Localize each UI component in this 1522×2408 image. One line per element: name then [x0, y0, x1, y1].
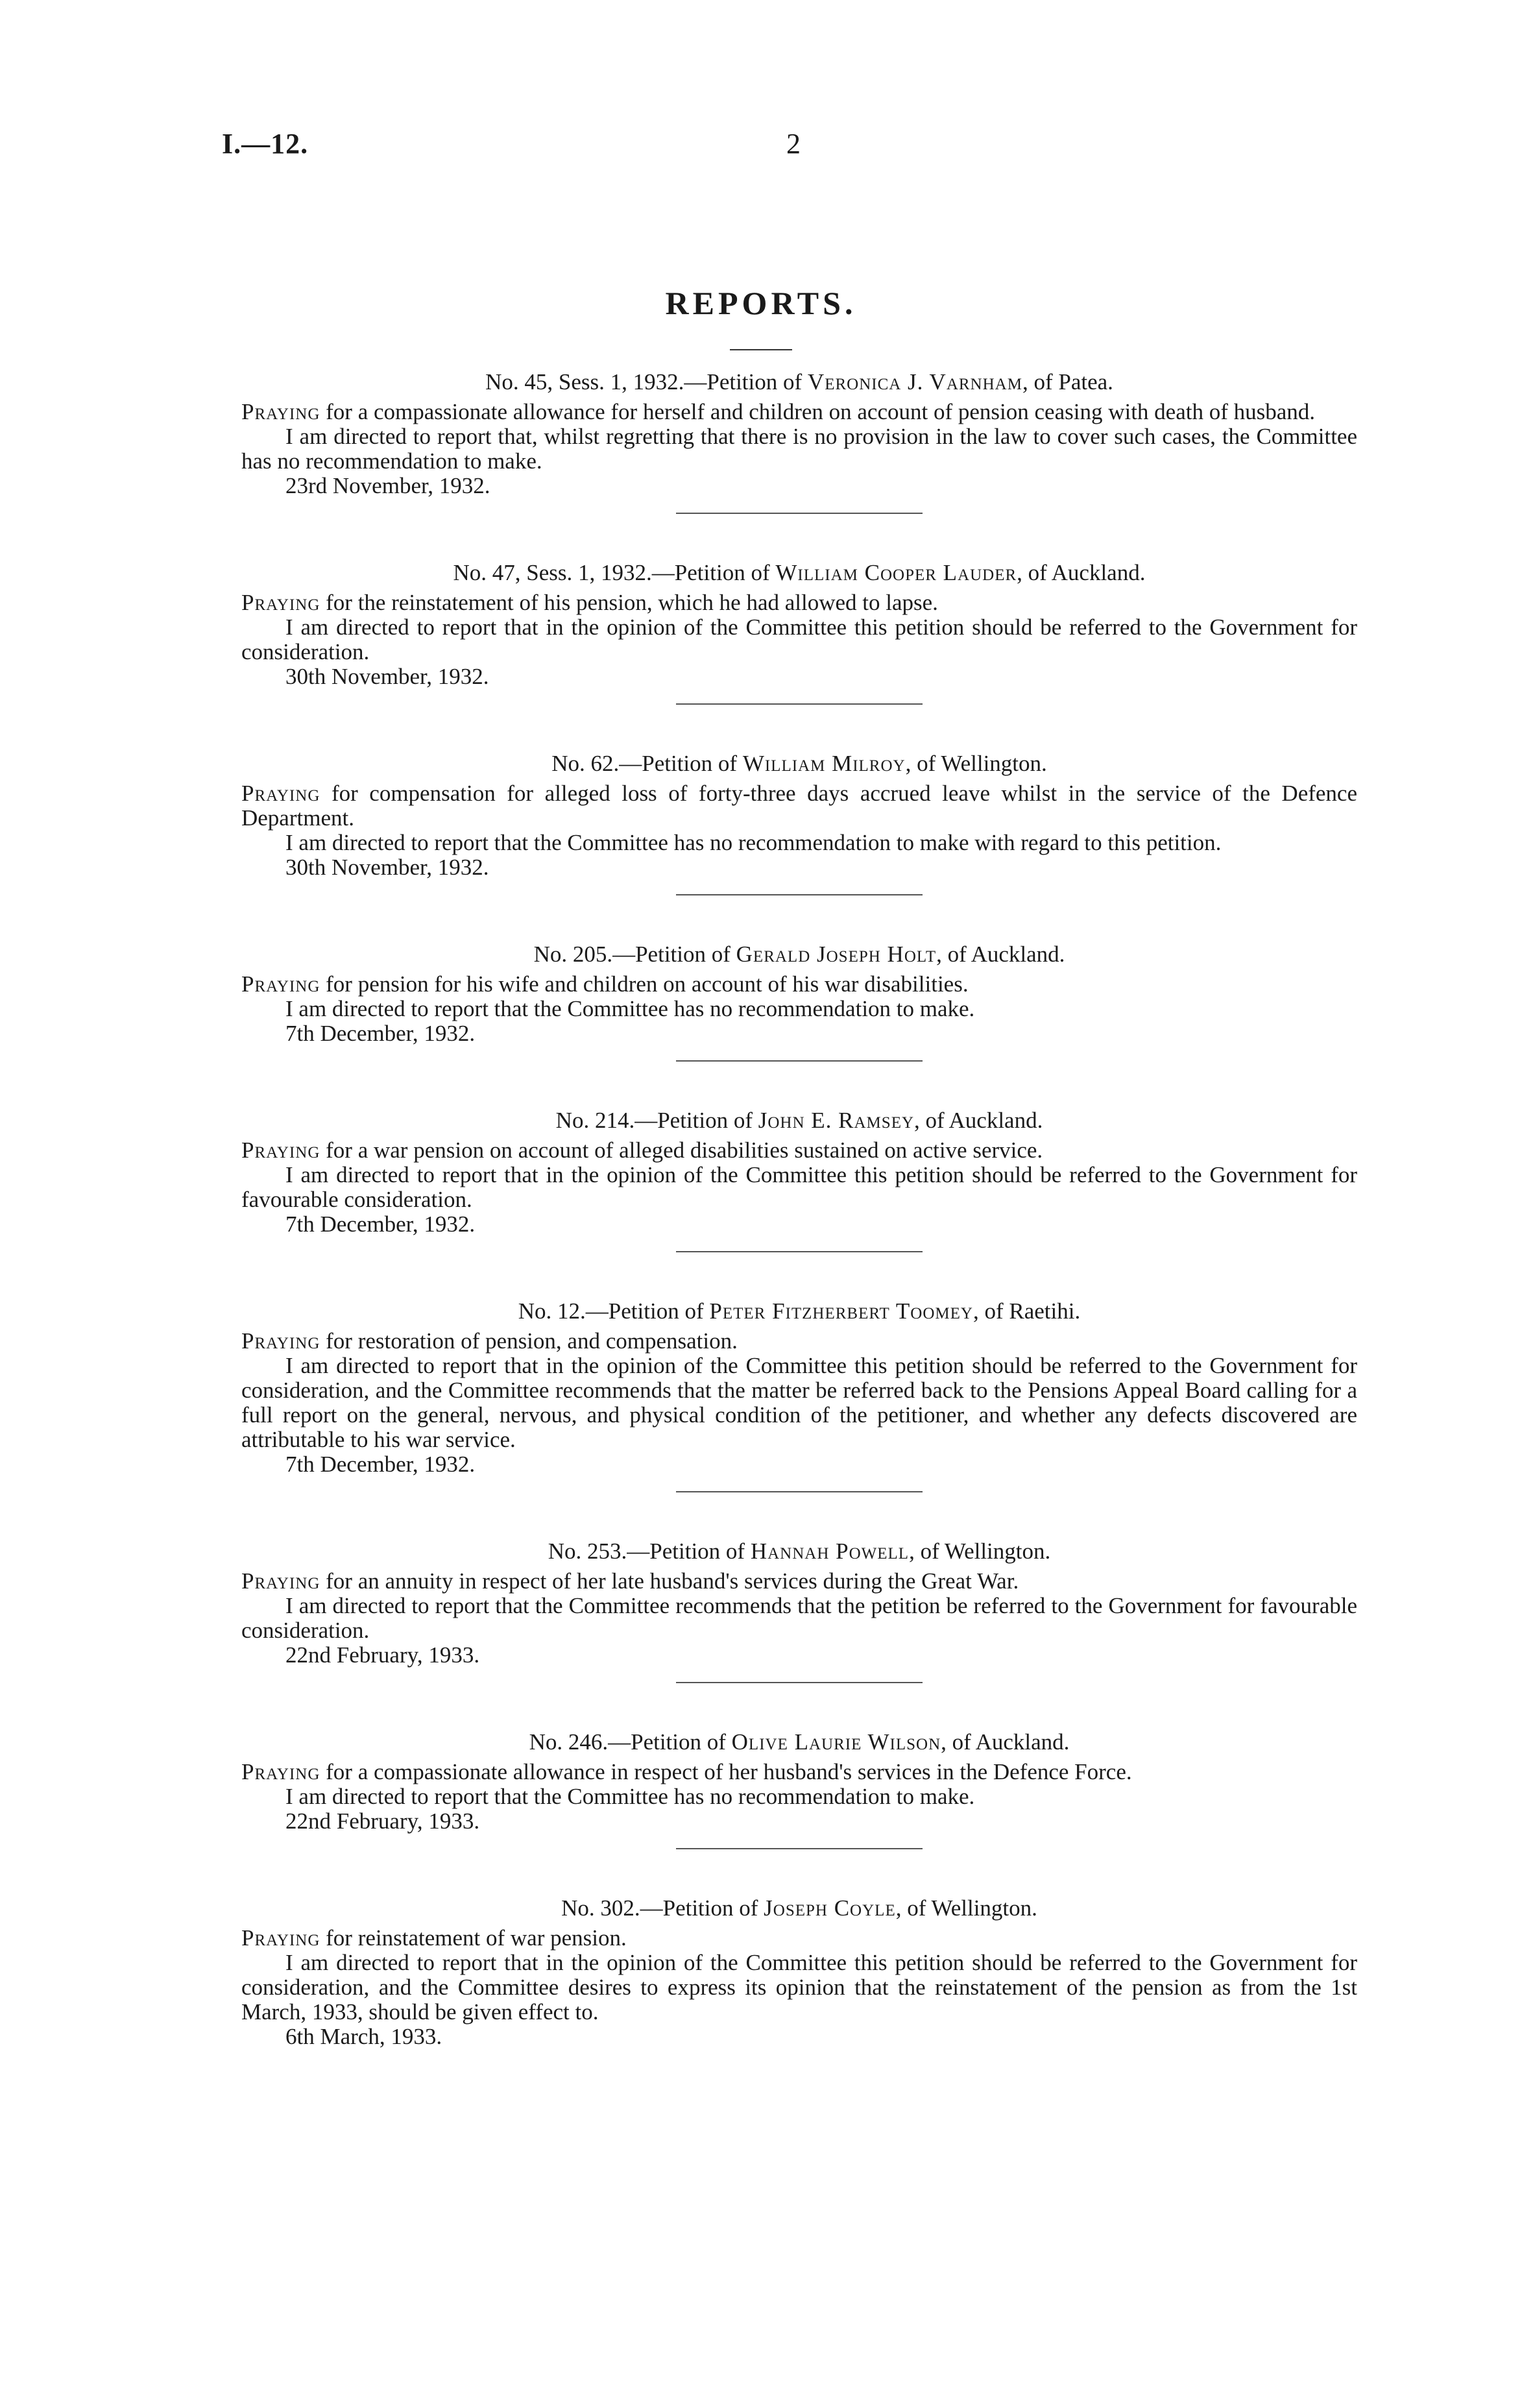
committee-report: I am directed to report that in the opinion of the Committee this petition should be referred to the Government for consideration, and the Committee desires to express its opinion that the reinstatement of the pension as from the 1st March, 1933, should be given effect to. [241, 1950, 1357, 2025]
petition-prayer [241, 781, 1357, 831]
prayer-text: for a compassionate allowance in respect of her husband's services in the Defence Force. [320, 1759, 1132, 1784]
petition-heading [241, 751, 1357, 776]
petitioner-location: , of Auckland. [941, 1729, 1070, 1755]
committee-report: I am directed to report that the Committee recommends that the petition be referred to the Government for favourable consideration. [241, 1593, 1357, 1643]
section-divider [676, 1251, 923, 1252]
petition-body [241, 1926, 1357, 2049]
petition-number: No. 205.—Petition of [533, 942, 736, 967]
prayer-text: for pension for his wife and children on account of his war disabilities. [320, 971, 969, 997]
committee-report: I am directed to report that in the opinion of the Committee this petition should be referred to the Government for consideration, and the Committee recommends that the matter be referred back to the Pensions Appeal Board calling for a full report on the general, nervous, and physical condition of the petitioner, and whether any defects discovered are attributable to his war service. [241, 1353, 1357, 1452]
petition-heading [241, 370, 1357, 395]
report-date: 7th December, 1932. [285, 1211, 476, 1237]
petition-entry [241, 1539, 1357, 1683]
petitioner-name: John E. Ramsey [758, 1108, 915, 1133]
praying-word: Praying [241, 971, 320, 997]
section-divider [676, 1491, 923, 1492]
petitioner-location: , of Auckland. [914, 1108, 1043, 1133]
praying-word: Praying [241, 1328, 320, 1354]
petition-heading [241, 1299, 1357, 1324]
petitioner-name: Olive Laurie Wilson [731, 1729, 941, 1755]
petition-prayer [241, 400, 1357, 424]
praying-word: Praying [241, 1925, 320, 1951]
committee-report: I am directed to report that, whilst regretting that there is no provision in the law to cover such cases, the Committee has no recommendation to make. [241, 424, 1357, 474]
petition-heading [241, 561, 1357, 585]
section-divider [676, 513, 923, 514]
committee-report: I am directed to report that the Committee has no recommendation to make. [285, 1784, 975, 1809]
report-date: 23rd November, 1932. [285, 473, 490, 498]
petition-heading [241, 1539, 1357, 1564]
petition-number: No. 253.—Petition of [548, 1538, 751, 1564]
petition-prayer [241, 1329, 1357, 1354]
praying-word: Praying [241, 1137, 320, 1163]
petition-number: No. 45, Sess. 1, 1932.—Petition of [485, 369, 808, 395]
document-id: I.—12. [222, 128, 309, 160]
prayer-text: for a war pension on account of alleged disabilities sustained on active service. [320, 1137, 1043, 1163]
petition-entry [241, 1299, 1357, 1492]
petition-heading [241, 1730, 1357, 1755]
committee-report: I am directed to report that the Committee has no recommendation to make. [285, 996, 975, 1021]
section-divider [676, 1060, 923, 1062]
petition-prayer [241, 590, 1357, 615]
committee-report: I am directed to report that in the opinion of the Committee this petition should be referred to the Government for favourable consideration. [241, 1162, 1357, 1212]
section-divider [676, 1682, 923, 1683]
report-date: 6th March, 1933. [285, 2024, 442, 2049]
petitioner-name: Hannah Powell [750, 1538, 910, 1564]
section-divider [676, 894, 923, 895]
petitioner-name: Peter Fitzherbert Toomey [709, 1298, 973, 1324]
report-date: 7th December, 1932. [285, 1021, 476, 1046]
petition-body [241, 1569, 1357, 1668]
praying-word: Praying [241, 781, 320, 806]
petitioner-location: , of Raetihi. [972, 1298, 1081, 1324]
petition-prayer [241, 1926, 1357, 1951]
title-rule [730, 349, 792, 350]
petition-body [241, 1760, 1357, 1834]
report-date: 30th November, 1932. [285, 664, 489, 689]
petition-number: No. 12.—Petition of [518, 1298, 710, 1324]
petition-number: No. 214.—Petition of [555, 1108, 758, 1133]
petitioner-location: , of Wellington. [895, 1895, 1037, 1921]
report-date: 22nd February, 1933. [285, 1808, 480, 1834]
petition-entry [241, 942, 1357, 1062]
petition-entry [241, 1108, 1357, 1252]
report-date: 22nd February, 1933. [285, 1642, 480, 1668]
praying-word: Praying [241, 399, 320, 424]
petitioner-name: William Cooper Lauder [775, 560, 1017, 585]
petitioner-location: , of Wellington. [909, 1538, 1051, 1564]
petition-heading [241, 1108, 1357, 1133]
petition-prayer [241, 1760, 1357, 1784]
petition-prayer [241, 1569, 1357, 1594]
section-divider [676, 1848, 923, 1849]
petition-entry [241, 370, 1357, 514]
petition-entry [241, 751, 1357, 895]
petition-list [241, 370, 1357, 2049]
petition-body [241, 972, 1357, 1046]
petitioner-location: , of Patea. [1022, 369, 1113, 395]
prayer-text: for an annuity in respect of her late husband's services during the Great War. [320, 1568, 1019, 1594]
petition-number: No. 302.—Petition of [561, 1895, 764, 1921]
petition-heading [241, 942, 1357, 967]
prayer-text: for reinstatement of war pension. [320, 1925, 627, 1951]
report-date: 7th December, 1932. [285, 1452, 476, 1477]
petition-number: No. 62.—Petition of [551, 751, 743, 776]
page-title: REPORTS. [665, 285, 857, 321]
petitioner-name: Gerald Joseph Holt [736, 942, 937, 967]
petition-entry [241, 561, 1357, 705]
report-date: 30th November, 1932. [285, 855, 489, 880]
petition-body [241, 1329, 1357, 1477]
committee-report: I am directed to report that the Committee has no recommendation to make with regard to this petition. [285, 830, 1222, 855]
page-number: 2 [786, 128, 801, 160]
petitioner-name: Joseph Coyle [764, 1895, 896, 1921]
praying-word: Praying [241, 1759, 320, 1784]
petitioner-name: Veronica J. Varnham [807, 369, 1022, 395]
petition-number: No. 246.—Petition of [529, 1729, 732, 1755]
prayer-text: for restoration of pension, and compensation. [320, 1328, 738, 1354]
petitioner-location: , of Auckland. [936, 942, 1065, 967]
petition-heading [241, 1896, 1357, 1921]
prayer-text: for a compassionate allowance for herself and children on account of pension ceasing with death of husband. [320, 399, 1316, 424]
petition-body [241, 400, 1357, 498]
petitioner-name: William Milroy [742, 751, 906, 776]
petition-entry [241, 1896, 1357, 2049]
petition-body [241, 781, 1357, 880]
committee-report: I am directed to report that in the opinion of the Committee this petition should be referred to the Government for consideration. [241, 614, 1357, 664]
prayer-text: for compensation for alleged loss of forty-three days accrued leave whilst in the service of the Defence Department. [241, 781, 1357, 831]
petition-entry [241, 1730, 1357, 1849]
petitioner-location: , of Wellington. [905, 751, 1047, 776]
petition-prayer [241, 1138, 1357, 1163]
praying-word: Praying [241, 1568, 320, 1594]
praying-word: Praying [241, 590, 320, 615]
petition-number: No. 47, Sess. 1, 1932.—Petition of [453, 560, 776, 585]
petitioner-location: , of Auckland. [1017, 560, 1146, 585]
petition-prayer [241, 972, 1357, 997]
section-divider [676, 703, 923, 705]
petition-body [241, 1138, 1357, 1237]
petition-body [241, 590, 1357, 689]
prayer-text: for the reinstatement of his pension, which he had allowed to lapse. [320, 590, 938, 615]
